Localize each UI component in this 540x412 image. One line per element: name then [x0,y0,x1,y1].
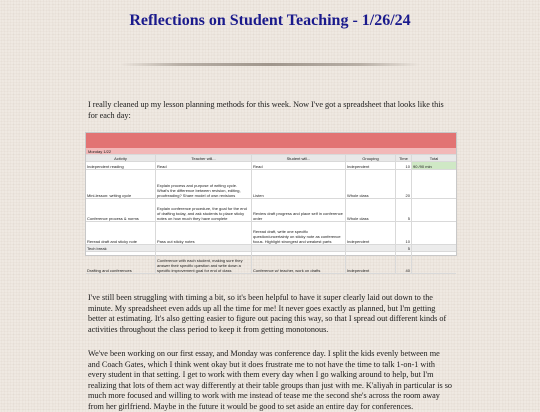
timing-paragraph: I've still been struggling with timing a bit, so it's been helpful to have it super clearly laid out down to the minute. My spreadsheet even adds up all the time for me! It never goes exactly as planned, but I'm getting better at estimating. It's also getting easier to figure out pacing this way, so that I spread out different kinds of activities throughout the class period to keep it from getting monotonous. [88,293,447,334]
lesson-plan-spreadsheet-image [85,132,457,273]
cell-total [412,170,456,198]
cell-time: 20 [396,170,412,198]
cell-total [412,222,456,244]
intro-paragraph: I really cleaned up my lesson planning methods for this week. Now I've got a spreadsheet that looks like this for each day: [88,100,444,120]
cell-activity: Mini-lesson: writing cycle [86,170,156,198]
column-header-grouping: Grouping [346,155,396,161]
cell-time: 10 [396,162,412,169]
spreadsheet-header-row [86,155,456,162]
cell-grouping: Independent [346,162,396,169]
table-row [86,245,456,252]
table-row [86,162,456,170]
cell-grouping: Independent [346,252,396,273]
cell-time: 5 [396,245,412,251]
conference-paragraph: We've been working on our first essay, and Monday was conference day. I split the kids evenly between me and Coach Gates, which I think went okay but it does frustrate me to not have the time to talk 1-on-1 with every student in that setting. I get to work with them every day when I go walking around to help, but I'm realizing that lots of them act way differently at their table groups than just with me. K'aliyah in particular is so much more focused and willing to work with me instead of tease me the second she's across the room away from her girlfriend. Maybe in the future it would be good to set aside an entire day for conferences. [88,349,452,411]
cell-student: Reread draft, write one specific question/uncertainty on sticky note as conference focus. Highlight strongest and weakest parts [252,222,346,244]
spreadsheet-title: Monday 1/22 [88,149,112,154]
cell-teacher: Read [156,162,252,169]
cell-grouping: Independent [346,222,396,244]
cell-teacher [156,245,252,251]
title-divider [120,63,420,66]
column-header-activity: Activity [86,155,156,161]
cell-time: 10 [396,222,412,244]
table-row [86,252,456,274]
cell-student: Review draft progress and place self in conference order [252,199,346,221]
cell-activity: Reread draft and sticky note [86,222,156,244]
table-row [86,170,456,199]
column-header-teacher: Teacher will... [156,155,252,161]
cell-total [412,252,456,273]
cell-teacher: Explain conference procedure, the goal for the end of drafting today, and ask students to place sticky notes on how much they have complete [156,199,252,221]
table-row [86,222,456,245]
cell-total: 90 /90 min [412,162,456,169]
column-header-time: Time [396,155,412,161]
cell-teacher: Pass out sticky notes [156,222,252,244]
cell-student: Conference w/ teacher, work on drafts [252,252,346,273]
table-row [86,199,456,222]
cell-student: Read [252,162,346,169]
cell-activity: Conference process & norms [86,199,156,221]
cell-total [412,199,456,221]
page-title: Reflections on Student Teaching - 1/26/24 [129,12,411,29]
cell-student [252,245,346,251]
cell-teacher: Explain process and purpose of writing cycle. What's the difference between revision, editing, proofreading? Share model of own revisions [156,170,252,198]
cell-time: 40 [396,252,412,273]
cell-activity: Drafting and conferences [86,252,156,273]
cell-time: 5 [396,199,412,221]
column-header-student: Student will... [252,155,346,161]
cell-total [412,245,456,251]
cell-activity: Tech break [86,245,156,251]
cell-student: Listen [252,170,346,198]
cell-teacher: Conference with each student, making sure they answer their specific question and write down a specific improvement goal for end of class [156,252,252,273]
spreadsheet-banner [86,133,456,148]
cell-grouping [346,245,396,251]
cell-grouping: Whole class [346,199,396,221]
cell-activity: Independent reading [86,162,156,169]
cell-grouping: Whole class [346,170,396,198]
column-header-total: Total [429,155,439,161]
